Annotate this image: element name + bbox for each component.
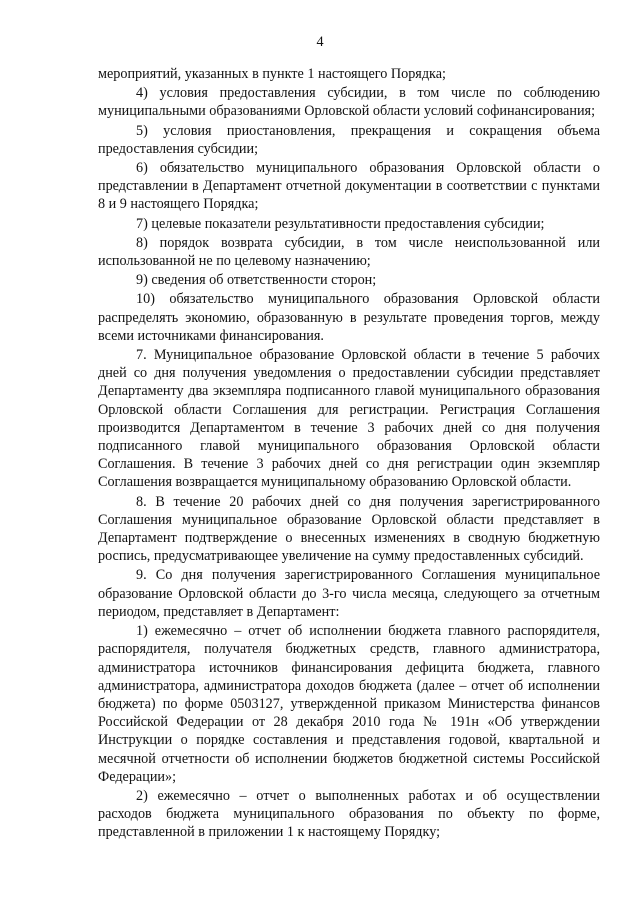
- paragraph-section-7: 7. Муниципальное образование Орловской области в течение 5 рабочих дней со дня получения уведомления о предоставлении субсидии представляет Департаменту два экземпляра подписанного главой муниципального образования Орловской области Соглашения для регистрации. Регистрация Соглашения производится Департаментом в течение 3 рабочих дней со дня получения подписанного главой муниципального образования Орловской области Соглашения. В течение 3 рабочих дней со дня регистрации один экземпляр Соглашения возвращается муниципальному образованию Орловской области.: [98, 347, 600, 491]
- paragraph-item-9: 9) сведения об ответственности сторон;: [136, 272, 377, 289]
- paragraph-item-10: 10) обязательство муниципального образования Орловской области распределять экономию, образованную в результате проведения торгов, между всеми источниками финансирования.: [98, 291, 600, 344]
- document-body: [98, 65, 600, 842]
- paragraph-subitem-1: 1) ежемесячно – отчет об исполнении бюджета главного распорядителя, распорядителя, получателя бюджетных средств, главного администратора, администратора источников финансирования дефицита бюджета, главного администратора, администратора доходов бюджета (далее – отчет об исполнении бюджета) по форме 0503127, утвержденной приказом Министерства финансов Российской Федерации от 28 декабря 2010 года № 191н «Об утверждении Инструкции о порядке составления и представления годовой, квартальной и месячной отчетности об исполнении бюджетов бюджетной системы Российской Федерации»;: [98, 623, 600, 785]
- paragraph-item-5: 5) условия приостановления, прекращения и сокращения объема предоставления субсидии;: [98, 122, 600, 157]
- paragraph-item-4: 4) условия предоставления субсидии, в том числе по соблюдению муниципальными образованиями Орловской области условий софинансирования;: [98, 85, 600, 120]
- paragraph-section-8: 8. В течение 20 рабочих дней со дня получения зарегистрированного Соглашения муниципальное образование Орловской области представляет в Департамент подтверждение о внесенных изменениях в сводную бюджетную роспись, предусматривающее увеличение на сумму предоставленных субсидий.: [98, 493, 600, 565]
- paragraph-item-8: 8) порядок возврата субсидии, в том числе неиспользованной или использованной не по целевому назначению;: [98, 234, 600, 270]
- paragraph-item-7: 7) целевые показатели результативности предоставления субсидии;: [136, 215, 545, 232]
- paragraph-continuation: мероприятий, указанных в пункте 1 настоящего Порядка;: [98, 66, 446, 82]
- paragraph-subitem-2: 2) ежемесячно – отчет о выполненных работах и об осуществлении расходов бюджета муниципального образования по объекту по форме, представленной в приложении 1 к настоящему Порядку;: [98, 787, 600, 841]
- page-number: 4: [316, 34, 324, 50]
- paragraph-section-9: 9. Со дня получения зарегистрированного Соглашения муниципальное образование Орловской области до 3-го числа месяца, следующего за отчетным периодом, представляет в Департамент:: [98, 567, 600, 620]
- paragraph-item-6: 6) обязательство муниципального образования Орловской области о представлении в Департамент отчетной документации в соответствии с пунктами 8 и 9 настоящего Порядка;: [98, 160, 600, 213]
